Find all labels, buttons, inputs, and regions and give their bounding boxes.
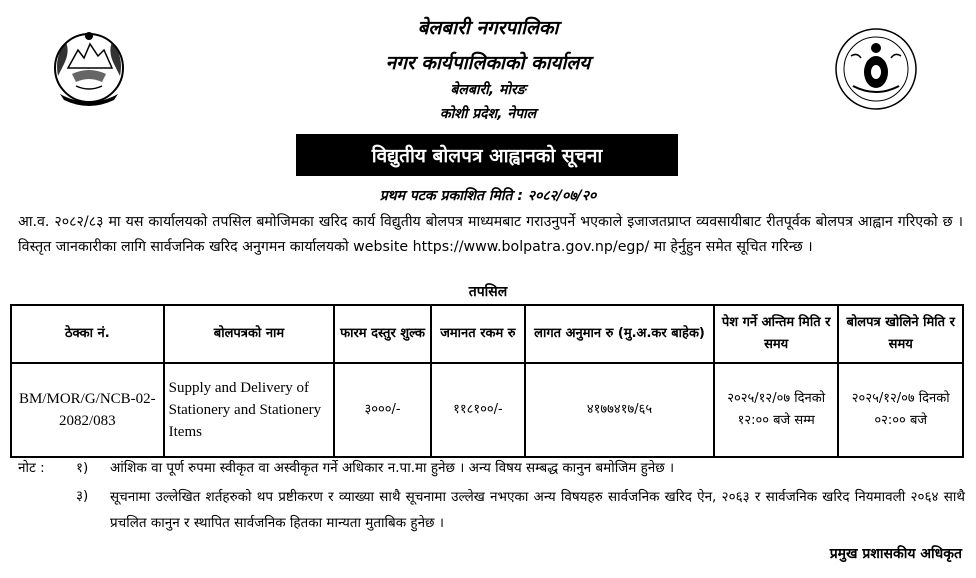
col-form-fee: फारम दस्तुर शुल्क [334,305,430,363]
publish-date: प्रथम पटक प्रकाशित मिति : २०८२/०७/२० [379,188,597,204]
municipality-name: बेलबारी नगरपालिका [417,17,559,39]
bid-name: Supply and Delivery of Stationery and Stationery Items [164,363,335,457]
col-opening-date: बोलपत्र खोलिने मिति र समय [838,305,963,363]
note-1-text: आंशिक वा पूर्ण रुपमा स्वीकृत वा अस्वीकृत गर्ने अधिकार न.पा.मा हुनेछ । अन्य विषय सम्बद्ध कानुन बमोजिम हुनेछ । [110,460,675,476]
col-bid-name: बोलपत्रको नाम [164,305,335,363]
schedule-heading: तपसिल [468,284,508,300]
signatory-title: प्रमुख प्रशासकीय अधिकृत [829,546,962,562]
note-1-number: १) [76,460,89,476]
submission-deadline: २०२५/१२/०७ दिनको १२:०० बजे सम्म [714,363,839,457]
table-row [11,363,963,457]
table-header-row [11,305,963,363]
office-address: बेलबारी, मोरङ [450,82,526,98]
col-bid-security: जमानत रकम रु [431,305,525,363]
office-province: कोशी प्रदेश, नेपाल [439,106,537,122]
col-submission-deadline: पेश गर्ने अन्तिम मिति र समय [714,305,839,363]
col-contract-no: ठेक्का नं. [11,305,164,363]
note-2-number: ३) [76,488,89,504]
notice-title: विद्युतीय बोलपत्र आह्वानको सूचना [296,134,678,176]
cost-estimate: ४१७७४१७/६५ [525,363,714,457]
note-2-text: सूचनामा उल्लेखित शर्तहरुको थप प्रष्टीकरण र व्याख्या साथै सूचनामा उल्लेख नभएका अन्य विषयहरु सार्वजनिक खरिद ऐन, २०६३ र सार्वजनिक खरिद नियमावली २०६४ साथै प्रचलित कानुन र स्थापित सार्वजनिक हितका मान्यता मुताबिक हुनेछ । [110,489,965,531]
notice-paragraph: आ.व. २०८२/८३ मा यस कार्यालयको तपसिल बमोजिमका खरिद कार्य विद्युतीय बोलपत्र माध्यमबाट गराउनुपर्ने भएकाले इजाजतप्राप्त व्यवसायीबाट रीतपूर्वक बोलपत्र आह्वान गरिएको छ । विस्तृत जानकारीका लागि सार्वजनिक खरिद अनुगमन कार्यालयको website https://www.bolpatra.gov.np/egp/ मा हेर्नुहुन समेत सूचित गरिन्छ । [18,214,963,255]
form-fee: ३०००/- [334,363,430,457]
contract-number: BM/MOR/G/NCB-02-2082/083 [11,363,164,457]
notes-label: नोट : [18,460,45,476]
office-name: नगर कार्यपालिकाको कार्यालय [385,52,591,74]
opening-date: २०२५/१२/०७ दिनको ०२:०० बजे [838,363,963,457]
tender-table [10,304,964,458]
bid-security: ११८१००/- [431,363,525,457]
col-cost-estimate: लागत अनुमान रु (मु.अ.कर बाहेक) [525,305,714,363]
